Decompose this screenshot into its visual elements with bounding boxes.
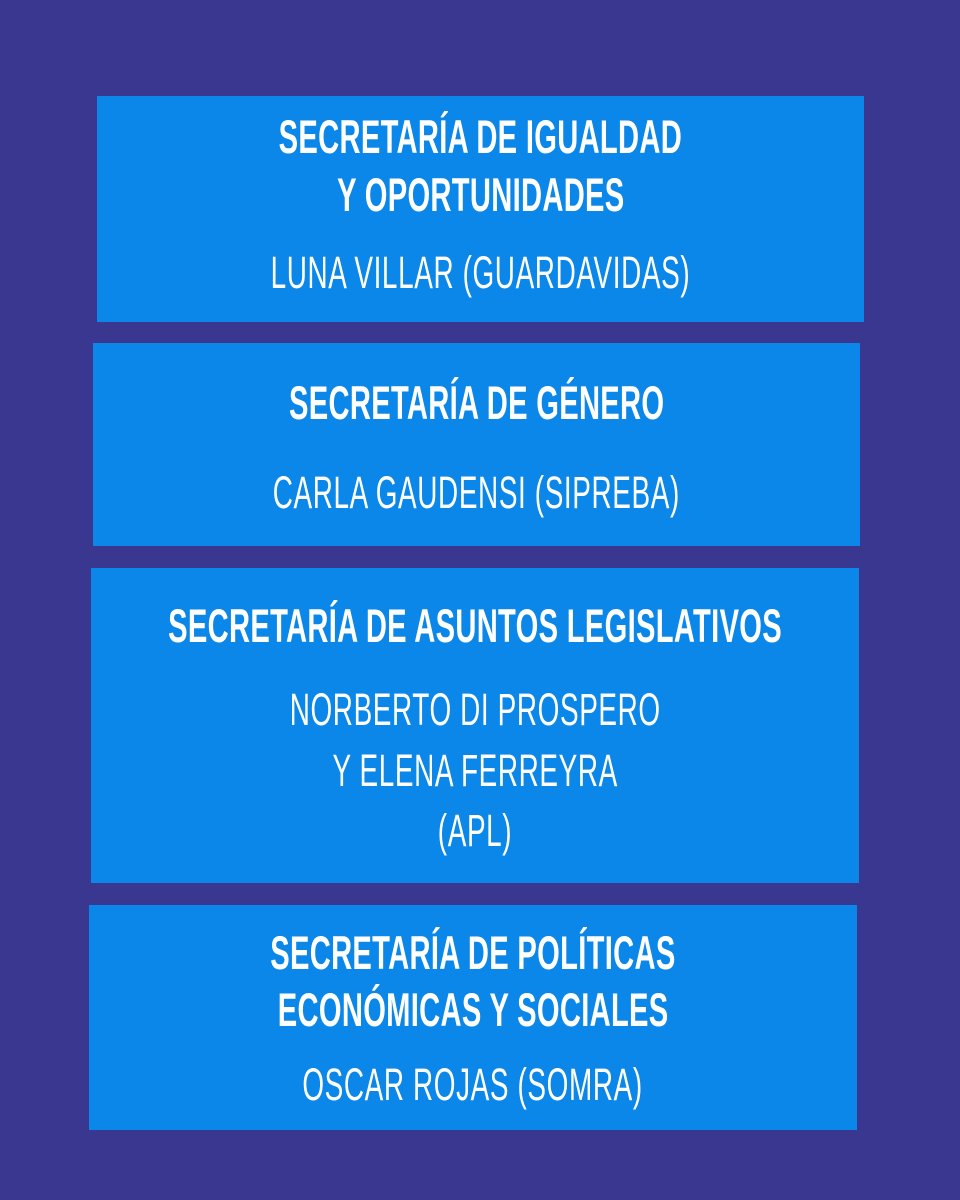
secretaria-card-igualdad xyxy=(97,96,864,322)
card-person-line: NORBERTO DI PROSPERO xyxy=(289,684,661,735)
card-title-line: SECRETARÍA DE IGUALDAD xyxy=(278,110,683,163)
secretaria-card-politicas-economicas xyxy=(89,905,857,1130)
card-title-line: SECRETARÍA DE POLÍTICAS xyxy=(270,926,676,979)
secretaria-card-genero xyxy=(93,343,860,546)
card-person-line: OSCAR ROJAS (SOMRA) xyxy=(302,1059,644,1110)
card-title-line: SECRETARÍA DE GÉNERO xyxy=(288,376,665,429)
card-title-line: ECONÓMICAS Y SOCIALES xyxy=(277,983,669,1036)
card-person-line: (APL) xyxy=(437,805,513,856)
secretaria-card-asuntos-legislativos xyxy=(91,568,859,883)
card-person-line: Y ELENA FERREYRA xyxy=(332,745,618,796)
card-person-line: CARLA GAUDENSI (SIPREBA) xyxy=(272,467,681,518)
card-title-line: SECRETARÍA DE ASUNTOS LEGISLATIVOS xyxy=(168,599,782,652)
card-title-line: Y OPORTUNIDADES xyxy=(336,168,625,221)
card-person-line: LUNA VILLAR (GUARDAVIDAS) xyxy=(270,247,691,298)
